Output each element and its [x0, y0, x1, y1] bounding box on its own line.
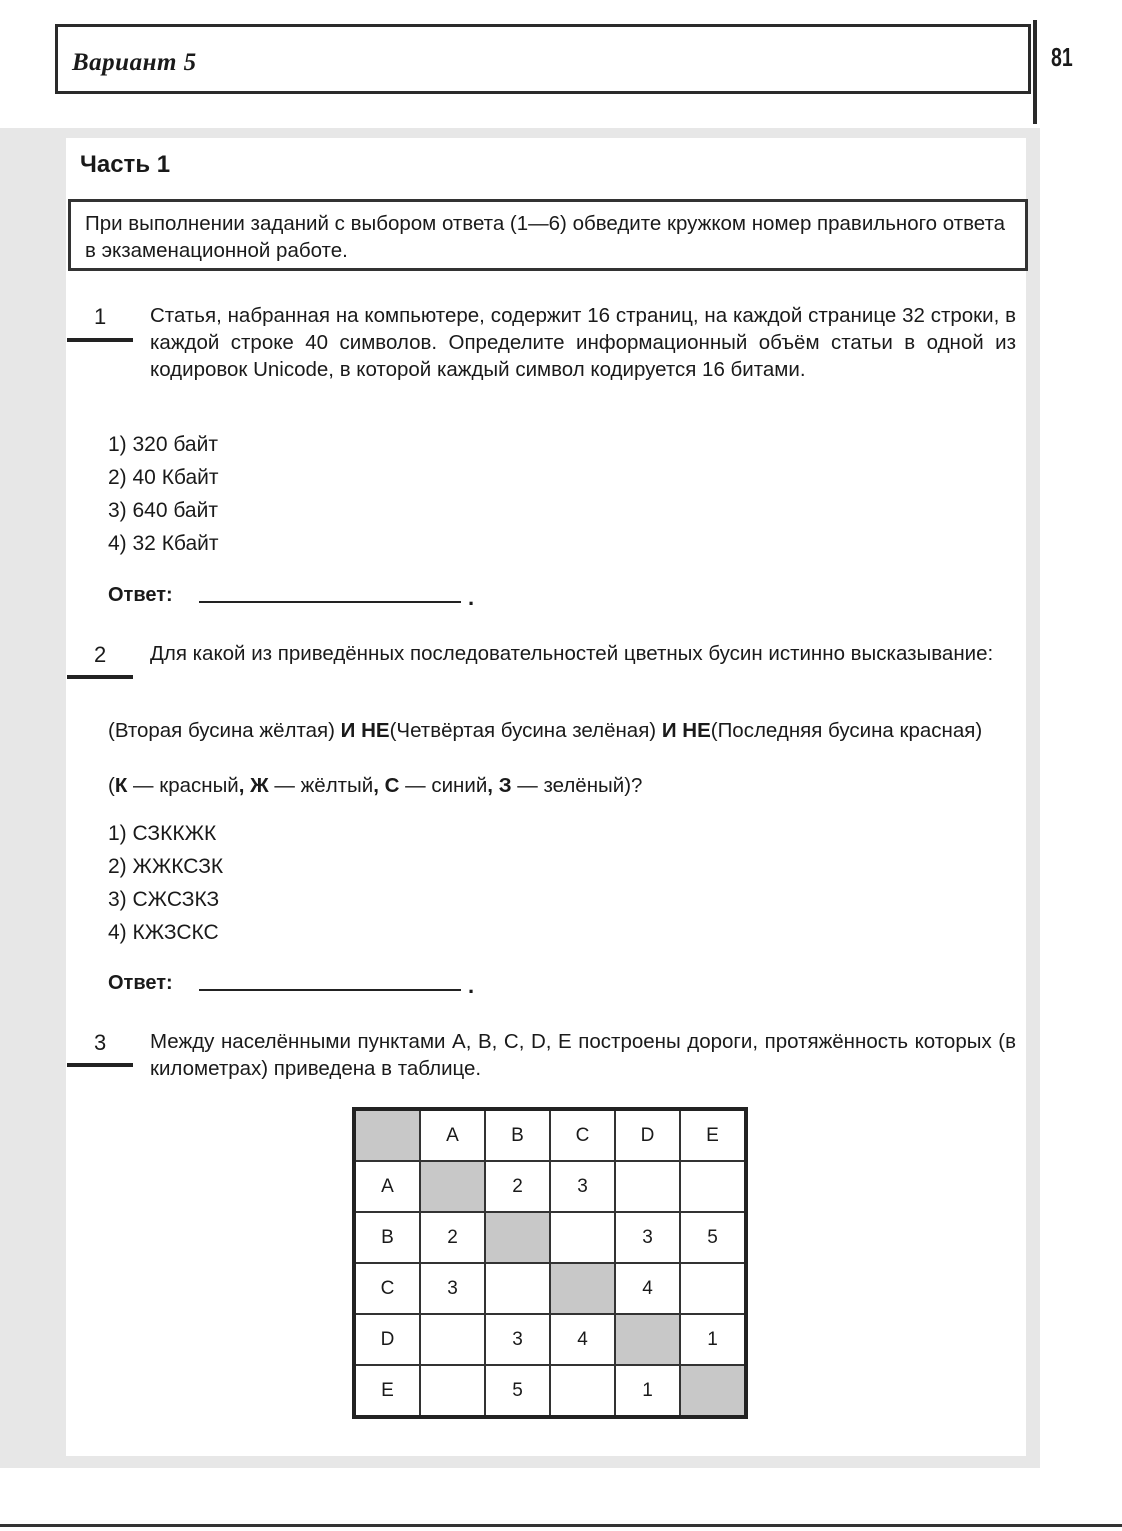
- table-cell: [550, 1212, 615, 1263]
- table-cell: 4: [550, 1314, 615, 1365]
- table-col-header: B: [485, 1109, 550, 1161]
- table-cell: 2: [420, 1212, 485, 1263]
- question-1-option-4[interactable]: 4) 32 Кбайт: [108, 532, 219, 555]
- question-1-option-3[interactable]: 3) 640 байт: [108, 499, 218, 522]
- question-1-answer-field[interactable]: [199, 601, 461, 603]
- table-cell: [680, 1263, 746, 1314]
- expr-part-2: (Четвёртая бусина зелёная): [389, 719, 662, 742]
- table-row: [354, 1365, 746, 1417]
- table-cell: 1: [615, 1365, 680, 1417]
- legend-comma: ,: [373, 774, 385, 797]
- table-cell: [680, 1365, 746, 1417]
- legend-s-text: — синий: [399, 774, 488, 797]
- question-3-number: 3: [94, 1030, 107, 1055]
- expr-part-1: (Вторая бусина жёлтая): [108, 719, 341, 742]
- table-row-header: D: [354, 1314, 420, 1365]
- question-2-legend: [108, 772, 1016, 799]
- table-cell: 3: [485, 1314, 550, 1365]
- question-3-text: Между населёнными пунктами A, B, C, D, E построены дороги, протяжённость которых (в километрах) приведена в таблице.: [150, 1030, 1016, 1080]
- table-row: [354, 1212, 746, 1263]
- question-2-answer-field[interactable]: [199, 989, 461, 991]
- table-cell: [420, 1161, 485, 1212]
- question-1-option-2[interactable]: 2) 40 Кбайт: [108, 466, 219, 489]
- table-cell: [485, 1263, 550, 1314]
- question-2-option-2[interactable]: 2) ЖЖКСЗК: [108, 855, 224, 878]
- header-rule: [1033, 20, 1037, 124]
- table-cell: [550, 1365, 615, 1417]
- legend-zh-text: — жёлтый: [268, 774, 374, 797]
- question-1-number: 1: [94, 304, 107, 329]
- question-3-marker: [67, 1063, 133, 1067]
- question-1-answer-dot: .: [468, 585, 475, 610]
- legend-open: (: [108, 774, 115, 797]
- table-row-header: B: [354, 1212, 420, 1263]
- legend-k: К: [114, 774, 128, 797]
- table-cell: [420, 1365, 485, 1417]
- bottom-rule: [0, 1524, 1122, 1527]
- question-2-option-4[interactable]: 4) КЖЗСКС: [108, 921, 219, 944]
- table-cell: 2: [485, 1161, 550, 1212]
- expr-and-not-2: И НЕ: [661, 719, 711, 742]
- table-cell: [680, 1161, 746, 1212]
- question-2-marker: [67, 675, 133, 679]
- page-number: 81: [1051, 42, 1073, 72]
- table-row: [354, 1314, 746, 1365]
- table-cell: 1: [680, 1314, 746, 1365]
- table-row-header: C: [354, 1263, 420, 1314]
- table-col-header: A: [420, 1109, 485, 1161]
- table-cell: 4: [615, 1263, 680, 1314]
- legend-s: С: [384, 774, 400, 797]
- table-cell: 5: [485, 1365, 550, 1417]
- question-2-answer-dot: .: [468, 973, 475, 998]
- table-row: [354, 1263, 746, 1314]
- question-1-marker: [67, 338, 133, 342]
- legend-zh: Ж: [250, 774, 269, 797]
- part-title: Часть 1: [80, 151, 171, 178]
- distance-table: [352, 1107, 748, 1419]
- expr-part-3: (Последняя бусина красная): [710, 719, 983, 742]
- question-1-option-1[interactable]: 1) 320 байт: [108, 433, 218, 456]
- expr-and-not-1: И НЕ: [340, 719, 390, 742]
- table-row-header: A: [354, 1161, 420, 1212]
- table-col-header: E: [680, 1109, 746, 1161]
- question-1-text: Статья, набранная на компьютере, содержит 16 страниц, на каждой странице 32 строки, в каждой строке 40 символов. Определите информационный объём статьи в одной из кодировок Unicode, в которой каждый символ кодируется 16 битами.: [150, 304, 1016, 381]
- table-cell: [420, 1314, 485, 1365]
- table-cell: 3: [420, 1263, 485, 1314]
- question-2-option-1[interactable]: 1) СЗККЖК: [108, 822, 217, 845]
- table-col-header: C: [550, 1109, 615, 1161]
- table-cell: 5: [680, 1212, 746, 1263]
- table-header-row: [354, 1109, 746, 1161]
- question-2-number: 2: [94, 642, 107, 667]
- table-cell: 3: [550, 1161, 615, 1212]
- legend-z-text: — зелёный)?: [511, 774, 643, 797]
- question-2-expression: [108, 717, 1016, 744]
- question-2-text: Для какой из приведённых последовательностей цветных бусин истинно высказывание:: [150, 642, 994, 665]
- question-1-answer-label: Ответ:: [108, 584, 173, 606]
- table-corner: [354, 1109, 420, 1161]
- question-2-answer-label: Ответ:: [108, 972, 173, 994]
- legend-comma: ,: [238, 774, 251, 797]
- legend-k-text: — красный: [127, 774, 239, 797]
- question-2-option-3[interactable]: 3) СЖСЗКЗ: [108, 888, 220, 911]
- table-row: [354, 1161, 746, 1212]
- table-cell: [615, 1161, 680, 1212]
- instruction-box: При выполнении заданий с выбором ответа (1—6) обведите кружком номер правильного ответа в экзаменационной работе.: [68, 199, 1028, 271]
- header-box: [55, 24, 1031, 94]
- table-row-header: E: [354, 1365, 420, 1417]
- legend-comma: ,: [487, 774, 499, 797]
- table-cell: [615, 1314, 680, 1365]
- variant-title: Вариант 5: [72, 49, 197, 76]
- legend-z: З: [498, 774, 512, 797]
- table-cell: 3: [615, 1212, 680, 1263]
- table-cell: [550, 1263, 615, 1314]
- table-cell: [485, 1212, 550, 1263]
- table-col-header: D: [615, 1109, 680, 1161]
